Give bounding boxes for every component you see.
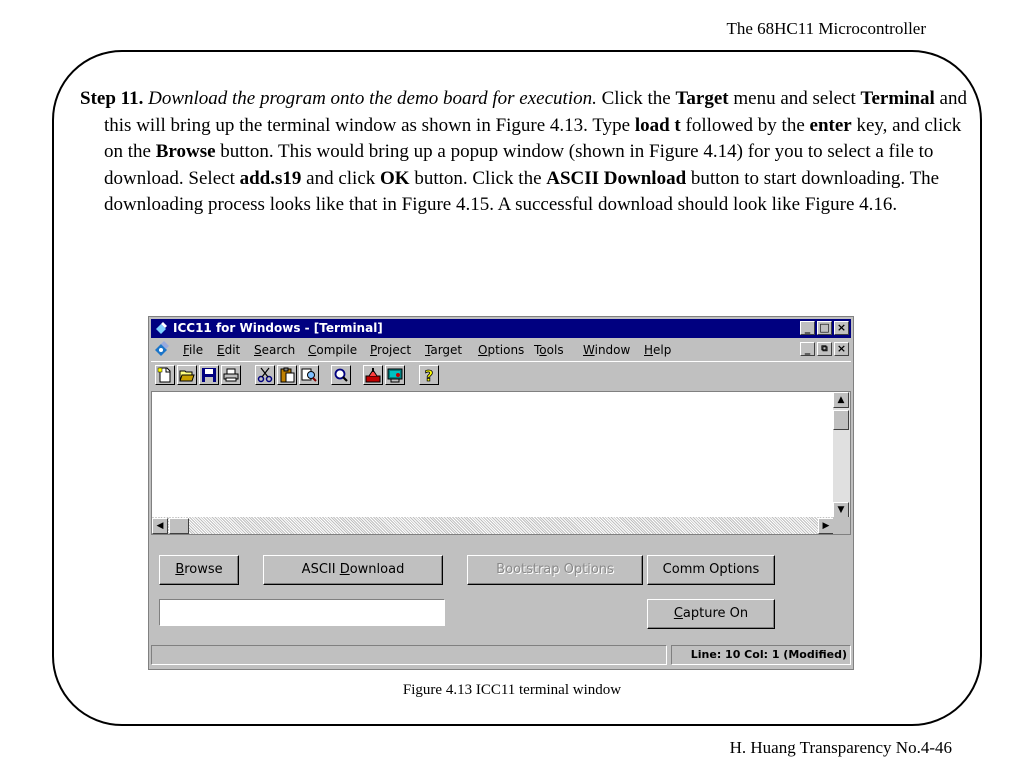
doc-restore-button[interactable]: ⧉ [817,342,832,356]
maximize-button[interactable]: □ [817,321,832,335]
menu-accel: W [583,343,595,357]
step-text: followed by the [680,114,810,136]
menu-label: ols [546,343,564,357]
cursor-position-status: Line: 10 Col: 1 (Modified) [671,645,851,665]
menu-window[interactable] [583,343,630,357]
step-text: button. This would bring up a popup window (shown in Figure 4.14) for you to select a file to download. Select [104,141,934,189]
bootstrap-options-button[interactable]: Bootstrap Options [467,555,643,585]
folder-open-icon [179,367,195,383]
command-input[interactable] [159,599,445,626]
paste-button[interactable] [277,365,297,385]
window-titlebar[interactable] [151,319,851,338]
hscroll-thumb[interactable] [169,518,189,534]
toolbar [151,361,851,390]
menu-label: ile [189,343,204,357]
button-label: ASCII [301,562,340,577]
button-accel: C [673,606,683,621]
ascii-download-button[interactable] [263,555,443,585]
menu-bar [151,339,851,359]
scroll-right-button[interactable]: ▶ [818,518,834,534]
terminal-controls [151,539,851,643]
cut-button[interactable] [255,365,275,385]
menu-options[interactable] [478,343,524,357]
menu-compile[interactable] [308,343,357,357]
step-bold: load t [634,114,681,136]
horizontal-scrollbar[interactable] [152,517,834,534]
menu-label: T [534,343,540,357]
slide-header-title: The 68HC11 Microcontroller [726,19,926,38]
button-label: rowse [184,562,223,577]
menu-project[interactable] [370,343,411,357]
step-text: menu and select [728,88,861,109]
terminal-button[interactable] [385,365,405,385]
button-label: ownload [349,562,405,577]
step-bold: add.s19 [239,167,302,189]
step-text: Click the [596,88,676,109]
step-bold: Browse [155,141,216,162]
menu-target[interactable] [425,343,462,357]
help-icon [421,367,437,383]
menu-accel: S [254,343,262,357]
scroll-up-button[interactable]: ▲ [833,392,849,408]
step-bold: enter [809,114,852,136]
menu-help[interactable] [644,343,671,357]
step-bold: OK [380,167,410,189]
menu-accel: H [644,343,654,357]
menu-accel: C [308,343,317,357]
printer-icon [223,367,239,383]
capture-on-button[interactable] [647,599,775,629]
step-text: and click [301,167,380,189]
button-label: apture On [682,606,749,621]
menu-file[interactable] [183,343,203,357]
menu-label: elp [653,343,672,357]
open-file-button[interactable] [177,365,197,385]
help-button[interactable] [419,365,439,385]
step-text: button. Click the [409,167,547,189]
menu-accel: F [183,343,190,357]
step-text: and this will bring up the terminal window as shown in Figure 4.13. Type [104,88,967,136]
menu-label: dit [224,343,241,357]
new-file-button[interactable] [155,365,175,385]
minimize-button[interactable]: _ [800,321,815,335]
scroll-left-button[interactable]: ◀ [152,518,168,534]
step-bold: ASCII Download [546,167,687,189]
menu-label: indow [594,343,631,357]
vertical-scrollbar[interactable] [833,392,850,518]
doc-close-button[interactable]: × [834,342,849,356]
menu-label: roject [377,343,412,357]
menu-label: ptions [487,343,525,357]
new-file-icon [157,367,173,383]
comm-options-button[interactable]: Comm Options [647,555,775,585]
status-bar [151,643,851,667]
window-title: ICC11 for Windows - [Terminal] [173,321,383,335]
figure-caption: Figure 4.13 ICC11 terminal window [402,682,622,698]
find-replace-button[interactable] [299,365,319,385]
menu-accel: E [217,343,225,357]
slide-footer: H. Huang Transparency No.4-46 [729,738,952,757]
browse-button[interactable] [159,555,239,585]
menu-accel: T [425,343,431,357]
save-button[interactable] [199,365,219,385]
step-paragraph [80,86,984,219]
menu-tools[interactable] [534,343,564,357]
clipboard-icon [279,367,295,383]
menu-label: earch [261,343,296,357]
app-icon [154,321,169,336]
status-message-pane [151,645,667,665]
menu-search[interactable] [254,343,295,357]
menu-accel: P [370,343,378,357]
terminal-icon [387,367,403,383]
menu-label: ompile [316,343,358,357]
compile-button[interactable] [363,365,383,385]
icc11-window [148,316,854,670]
compile-icon [365,367,381,383]
button-accel: D [339,562,350,577]
scroll-down-button[interactable]: ▼ [833,502,849,518]
search-icon [333,367,349,383]
step-text: key, and click on the [104,114,962,162]
scissors-icon [257,367,273,383]
search-button[interactable] [331,365,351,385]
close-button[interactable]: × [834,321,849,335]
find-replace-icon [301,367,317,383]
menu-label: arget [430,343,463,357]
menu-accel: o [539,343,547,357]
save-icon [201,367,217,383]
print-button[interactable] [221,365,241,385]
step-text: button to start downloading. The downloading process looks like that in Figure 4.15. A successful download should look like Figure 4.16. [104,167,940,215]
svg-text:?: ? [424,367,434,383]
scroll-thumb[interactable] [833,410,849,430]
menu-edit[interactable] [217,343,240,357]
document-icon[interactable] [154,341,170,357]
scroll-corner [833,517,850,534]
button-accel: B [175,562,185,577]
menu-accel: O [478,343,488,357]
step-heading: Download the program onto the demo board for execution. [148,88,597,109]
step-label: Step 11. [80,88,144,109]
step-bold: Target [675,88,729,109]
doc-minimize-button[interactable]: _ [800,342,815,356]
terminal-output-area[interactable] [151,391,851,535]
step-bold: Terminal [860,88,935,109]
